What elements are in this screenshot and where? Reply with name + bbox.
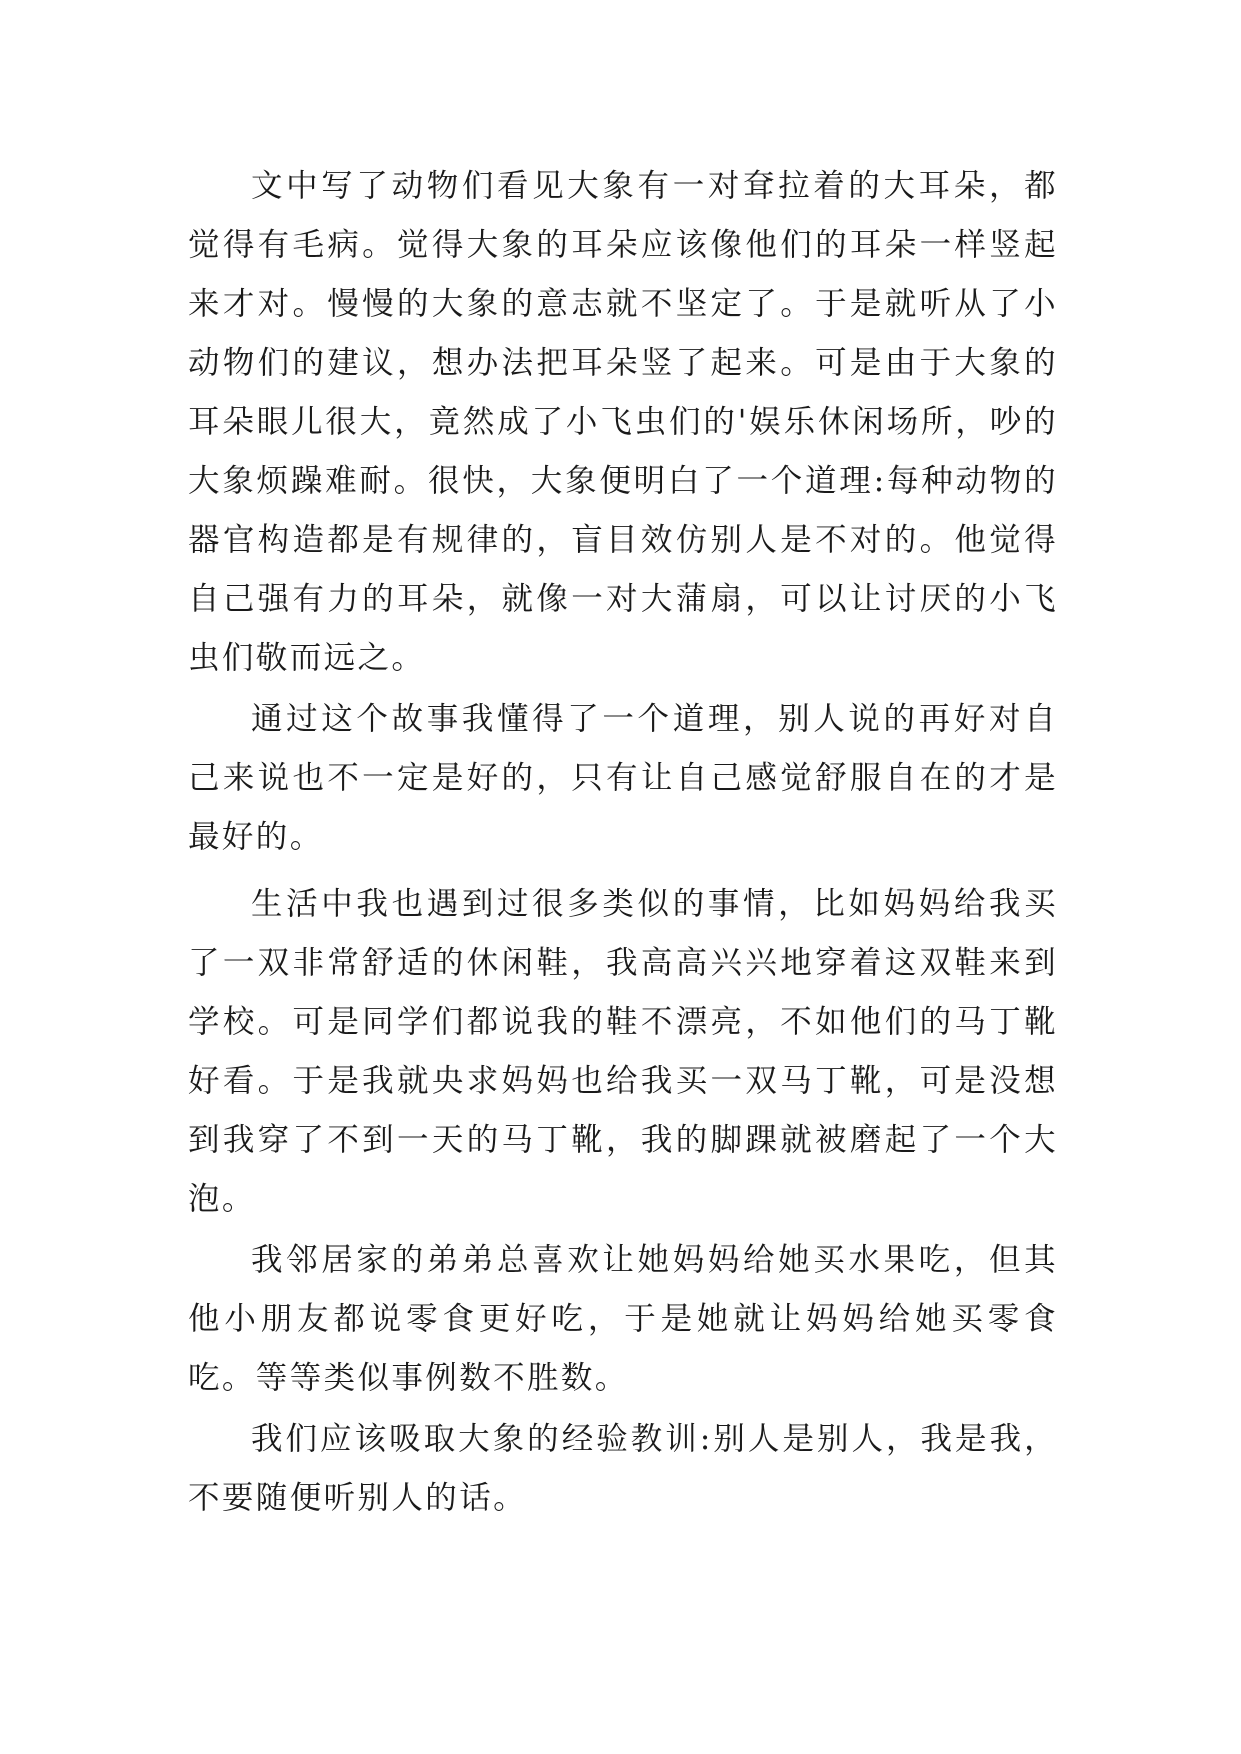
paragraph-conclusion: 我们应该吸取大象的经验教训:别人是别人，我是我，不要随便听别人的话。: [188, 1421, 1058, 1516]
paragraph-martin-boots: 生活中我也遇到过很多类似的事情，比如妈妈给我买了一双非常舒适的休闲鞋，我高高兴兴地穿着这双鞋来到学校。可是同学们都说我的鞋不漂亮，不如他们的马丁靴好看。于是我就央求妈妈也给我买一双马丁靴，可是没想到我穿了不到一天的马丁靴，我的脚踝就被磨起了一个大泡。: [188, 886, 1058, 1217]
paragraph-elephant-ears: 文中写了动物们看见大象有一对耷拉着的大耳朵，都觉得有毛病。觉得大象的耳朵应该像他们的耳朵一样竖起来才对。慢慢的大象的意志就不坚定了。于是就听从了小动物们的建议，想办法把耳朵竖了起来。可是由于大象的耳朵眼儿很大，竟然成了小飞虫们的'娱乐休闲场所，吵的大象烦躁难耐。很快，大象便明白了一个道理:每种动物的器官构造都是有规律的，盲目效仿别人是不对的。他觉得自己强有力的耳朵，就像一对大蒲扇，可以让讨厌的小飞虫们敬而远之。: [188, 168, 1058, 676]
paragraph-neighbor: 我邻居家的弟弟总喜欢让她妈妈给她买水果吃，但其他小朋友都说零食更好吃，于是她就让妈妈给她买零食吃。等等类似事例数不胜数。: [188, 1242, 1058, 1396]
document-body: [188, 157, 1058, 1528]
paragraph-lesson: 通过这个故事我懂得了一个道理，别人说的再好对自己来说也不一定是好的，只有让自己感觉舒服自在的才是最好的。: [188, 701, 1058, 855]
